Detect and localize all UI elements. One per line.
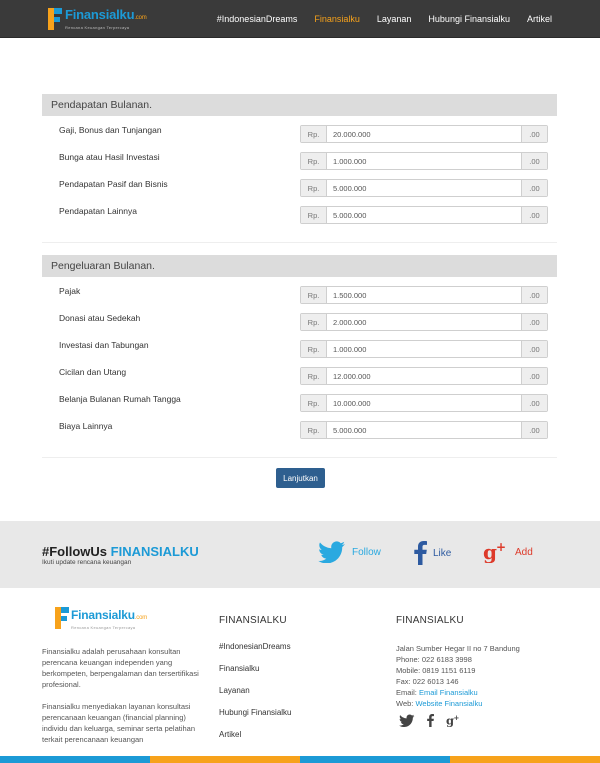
- expense-amount-input-group: [300, 313, 548, 331]
- contact-mobile: Mobile: 0819 1151 6119: [396, 666, 476, 675]
- decimal-suffix: .00: [521, 126, 547, 142]
- decimal-suffix: .00: [521, 180, 547, 196]
- contact-email: Email: Email Finansialku: [396, 688, 478, 697]
- currency-prefix: Rp.: [301, 368, 327, 384]
- expense-amount-input-group: [300, 286, 548, 304]
- logo-mark-icon: [48, 8, 62, 30]
- decimal-suffix: .00: [521, 368, 547, 384]
- income-row: [42, 148, 557, 175]
- section-divider: [42, 242, 557, 243]
- facebook-icon: [414, 541, 427, 565]
- decimal-suffix: .00: [521, 287, 547, 303]
- decimal-suffix: .00: [521, 395, 547, 411]
- expense-amount-input[interactable]: 1.500.000: [333, 290, 367, 300]
- contact-web: Web: Website Finansialku: [396, 699, 483, 708]
- decimal-suffix: .00: [521, 153, 547, 169]
- income-amount-input-group: [300, 152, 548, 170]
- contact-phone: Phone: 022 6183 3998: [396, 655, 472, 664]
- footer-color-stripe: [0, 756, 600, 763]
- facebook-like-link[interactable]: [414, 541, 451, 565]
- nav-item-hubungi[interactable]: Hubungi Finansialku: [428, 14, 510, 24]
- expense-row: [42, 336, 557, 363]
- expense-label: Investasi dan Tabungan: [59, 340, 149, 350]
- footer-link-hubungi[interactable]: Hubungi Finansialku: [219, 708, 292, 717]
- currency-prefix: Rp.: [301, 395, 327, 411]
- footer-link-artikel[interactable]: Artikel: [219, 730, 242, 739]
- nav-item-finansialku[interactable]: Finansialku: [314, 14, 360, 24]
- expense-row: [42, 282, 557, 309]
- expense-label: Cicilan dan Utang: [59, 367, 127, 377]
- facebook-icon[interactable]: [427, 714, 434, 727]
- section-divider: [42, 457, 557, 458]
- footer-contact-title: FINANSIALKU: [396, 615, 464, 626]
- income-amount-input[interactable]: 1.000.000: [333, 156, 367, 166]
- expense-row: [42, 390, 557, 417]
- footer-social: [399, 714, 461, 727]
- expense-row: [42, 417, 557, 444]
- svg-text:+: +: [496, 541, 507, 554]
- currency-prefix: Rp.: [301, 341, 327, 357]
- footer-logo-mark-icon: [55, 607, 68, 631]
- email-link[interactable]: Email Finansialku: [418, 688, 478, 697]
- footer-logo[interactable]: [55, 607, 147, 631]
- expense-section-title: Pengeluaran Bulanan.: [42, 255, 557, 277]
- income-label: Bunga atau Hasil Investasi: [59, 152, 160, 162]
- footer-logo-name: Finansialku.com: [71, 607, 148, 622]
- follow-band: [0, 521, 600, 588]
- footer-links-title: FINANSIALKU: [219, 615, 287, 626]
- income-row: [42, 202, 557, 229]
- expense-amount-input[interactable]: 1.000.000: [333, 344, 367, 354]
- expense-amount-input[interactable]: 5.000.000: [333, 425, 367, 435]
- twitter-icon: [318, 541, 346, 563]
- expense-amount-input-group: [300, 421, 548, 439]
- nav-item-layanan[interactable]: Layanan: [376, 14, 412, 24]
- income-label: Gaji, Bonus dan Tunjangan: [59, 125, 162, 135]
- currency-prefix: Rp.: [301, 287, 327, 303]
- income-section: [42, 94, 557, 229]
- svg-text:g: g: [446, 714, 455, 727]
- decimal-suffix: .00: [521, 207, 547, 223]
- decimal-suffix: .00: [521, 341, 547, 357]
- footer-logo-tagline: Rencana Keuangan Terpercaya: [71, 624, 136, 630]
- income-amount-input[interactable]: 5.000.000: [333, 210, 367, 220]
- google-plus-icon: [483, 541, 509, 563]
- continue-button[interactable]: Lanjutkan: [276, 468, 325, 488]
- top-navbar: [0, 0, 600, 38]
- footer-link-finansialku[interactable]: Finansialku: [219, 664, 260, 673]
- contact-fax: Fax: 022 6013 146: [396, 677, 459, 686]
- footer-links: [219, 642, 292, 752]
- expense-row: [42, 309, 557, 336]
- income-amount-input-group: [300, 125, 548, 143]
- income-amount-input[interactable]: 20.000.000: [333, 129, 371, 139]
- nav-item-indonesiandreams[interactable]: #IndonesianDreams: [216, 14, 298, 24]
- expense-amount-input[interactable]: 2.000.000: [333, 317, 367, 327]
- income-amount-input-group: [300, 179, 548, 197]
- follow-title: #FollowUs FINANSIALKU: [42, 544, 199, 559]
- decimal-suffix: .00: [521, 314, 547, 330]
- nav-item-artikel[interactable]: Artikel: [526, 14, 552, 24]
- footer-link-layanan[interactable]: Layanan: [219, 686, 250, 695]
- expense-amount-input-group: [300, 394, 548, 412]
- income-amount-input[interactable]: 5.000.000: [333, 183, 367, 193]
- expense-label: Pajak: [59, 286, 81, 296]
- expense-amount-input-group: [300, 367, 548, 385]
- google-plus-icon[interactable]: [446, 714, 461, 727]
- expense-label: Belanja Bulanan Rumah Tangga: [59, 394, 181, 404]
- expense-amount-input[interactable]: 10.000.000: [333, 398, 371, 408]
- income-label: Pendapatan Lainnya: [59, 206, 137, 216]
- logo-tagline: Rencana Keuangan Terpercaya: [65, 24, 130, 30]
- footer-contact: [396, 643, 520, 709]
- income-section-title: Pendapatan Bulanan.: [42, 94, 557, 116]
- income-row: [42, 175, 557, 202]
- footer-link-indonesiandreams[interactable]: #IndonesianDreams: [219, 642, 291, 651]
- currency-prefix: Rp.: [301, 422, 327, 438]
- twitter-follow-link[interactable]: [318, 541, 381, 563]
- facebook-like-label: Like: [433, 547, 452, 559]
- expense-section: [42, 255, 557, 444]
- decimal-suffix: .00: [521, 422, 547, 438]
- follow-subtitle: Ikuti update rencana keuangan: [42, 559, 132, 566]
- income-label: Pendapatan Pasif dan Bisnis: [59, 179, 168, 189]
- logo-name: Finansialku.com: [65, 6, 147, 22]
- website-link[interactable]: Website Finansialku: [415, 699, 483, 708]
- main-nav: [217, 0, 552, 38]
- currency-prefix: Rp.: [301, 207, 327, 223]
- expense-amount-input-group: [300, 340, 548, 358]
- expense-amount-input[interactable]: 12.000.000: [333, 371, 371, 381]
- gplus-add-link[interactable]: [483, 541, 533, 563]
- contact-address: Jalan Sumber Hegar II no 7 Bandung: [396, 644, 520, 653]
- svg-text:+: +: [453, 714, 460, 722]
- currency-prefix: Rp.: [301, 314, 327, 330]
- currency-prefix: Rp.: [301, 180, 327, 196]
- twitter-icon[interactable]: [399, 714, 415, 727]
- logo[interactable]: [48, 7, 147, 31]
- twitter-follow-label: Follow: [352, 546, 381, 558]
- income-amount-input-group: [300, 206, 548, 224]
- expense-row: [42, 363, 557, 390]
- gplus-add-label: Add: [515, 546, 533, 558]
- svg-text:g: g: [483, 541, 497, 563]
- about-text-2: Finansialku menyediakan layanan konsultasi perencanaan keuangan (financial planning) individu dan keluarga, seminar serta pelatihan terkait perencanaan keuangan: [42, 702, 196, 744]
- expense-label: Donasi atau Sedekah: [59, 313, 141, 323]
- expense-label: Biaya Lainnya: [59, 421, 113, 431]
- income-row: [42, 121, 557, 148]
- currency-prefix: Rp.: [301, 153, 327, 169]
- currency-prefix: Rp.: [301, 126, 327, 142]
- about-text-1: Finansialku adalah perusahaan konsultan perencana keuangan independen yang berkompeten, berpengalaman dan tersertifikasi profesional.: [42, 647, 199, 689]
